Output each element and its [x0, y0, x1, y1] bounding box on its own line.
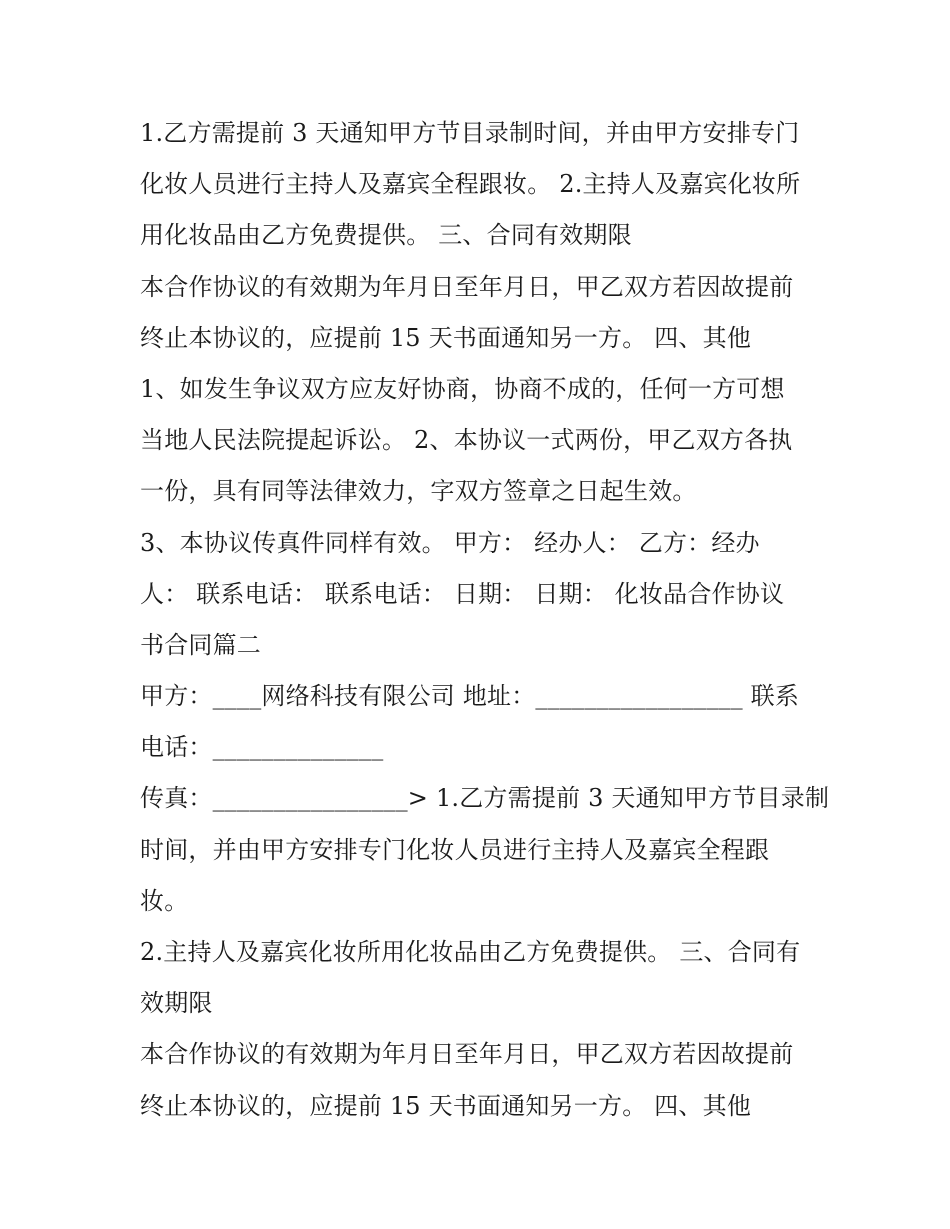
- text-line: 1、如发生争议双方应友好协商，协商不成的，任何一方可想: [140, 374, 785, 403]
- text-line: 效期限: [140, 989, 213, 1018]
- text-line: 甲方：____网络科技有限公司 地址：_________________ 联系: [140, 682, 800, 711]
- text-line: 时间，并由甲方安排专门化妆人员进行主持人及嘉宾全程跟: [140, 835, 770, 864]
- text-line: 用化妆品由乙方免费提供。 三、合同有效期限: [140, 221, 632, 250]
- text-line: 人： 联系电话： 联系电话： 日期： 日期： 化妆品合作协议: [140, 579, 785, 608]
- text-line: 当地人民法院提起诉讼。 2、本协议一式两份，甲乙双方各执: [140, 426, 793, 455]
- text-line: 化妆人员进行主持人及嘉宾全程跟妆。 2.主持人及嘉宾化妆所: [140, 170, 801, 199]
- document-body: [140, 108, 830, 1132]
- text-line: 本合作协议的有效期为年月日至年月日，甲乙双方若因故提前: [140, 272, 794, 301]
- text-line: 3、本协议传真件同样有效。 甲方： 经办人： 乙方：经办: [140, 528, 760, 557]
- text-line: 妆。: [140, 886, 189, 915]
- text-line: 书合同篇二: [140, 630, 261, 659]
- text-line: 本合作协议的有效期为年月日至年月日，甲乙双方若因故提前: [140, 1040, 794, 1069]
- text-line: 2.主持人及嘉宾化妆所用化妆品由乙方免费提供。 三、合同有: [140, 938, 801, 966]
- text-line: 终止本协议的，应提前 15 天书面通知另一方。 四、其他: [140, 323, 752, 352]
- text-line: 1.乙方需提前 3 天通知甲方节目录制时间，并由甲方安排专门: [140, 119, 800, 147]
- text-line: 终止本协议的，应提前 15 天书面通知另一方。 四、其他: [140, 1091, 752, 1120]
- text-line: 传真：________________> 1.乙方需提前 3 天通知甲方节目录制: [140, 784, 830, 813]
- text-line: 电话：______________: [140, 733, 384, 762]
- text-line: 一份，具有同等法律效力，字双方签章之日起生效。: [140, 477, 697, 506]
